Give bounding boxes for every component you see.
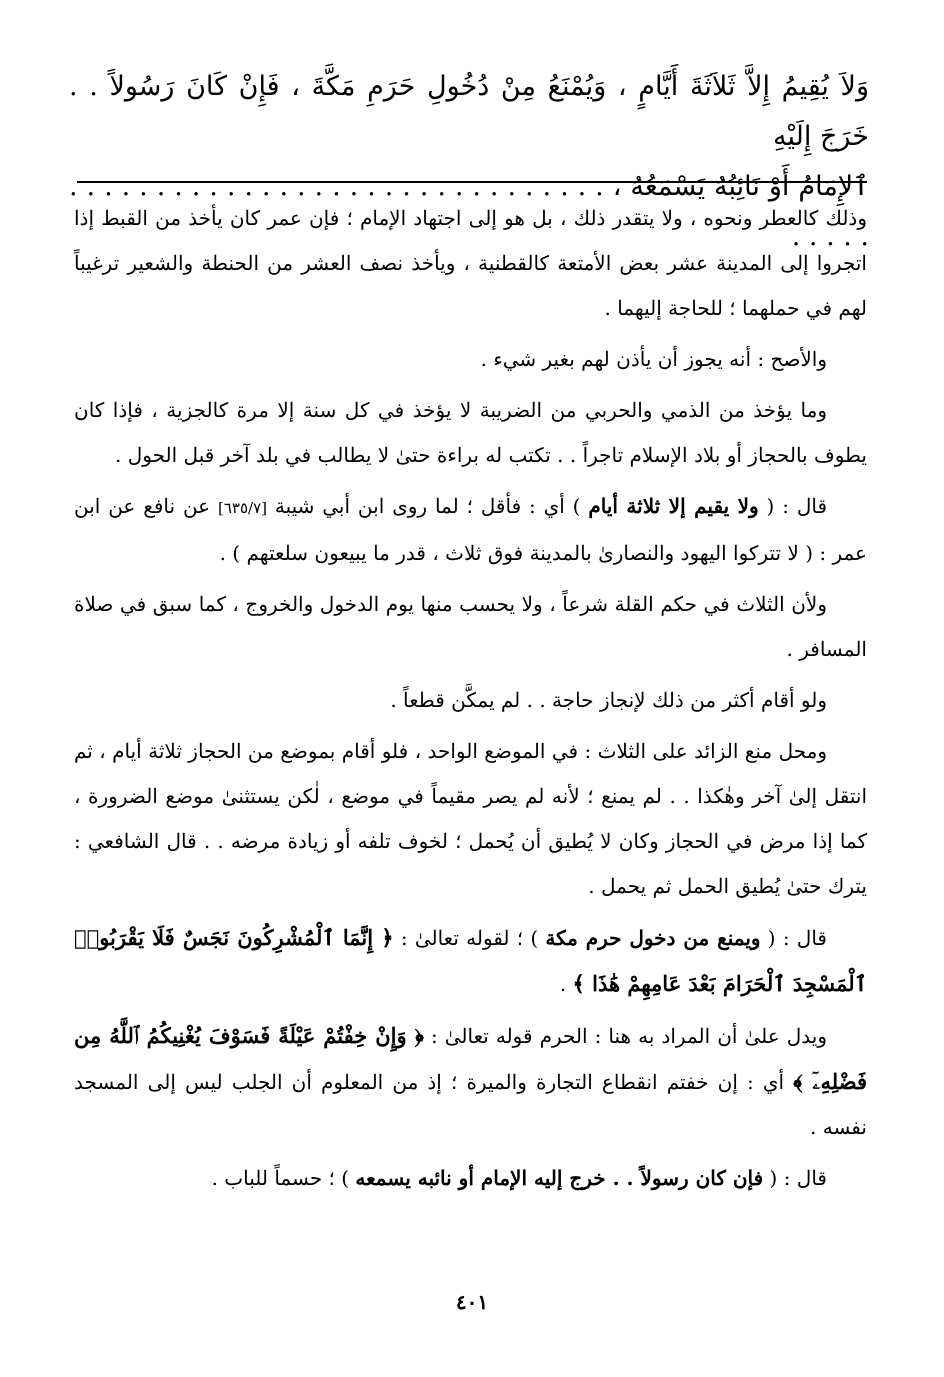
commentary-paragraph	[74, 1156, 867, 1201]
commentary-paragraph: وذلك كالعطر ونحوه ، ولا يتقدر ذلك ، بل هو إلى اجتهاد الإمام ؛ فإن عمر كان يأخذ من القبط إذا اتجروا إلى المدينة عشر بعض الأمتعة كالقطنية ، ويأخذ نصف العشر من الحنطة والشعير ترغيباً لهم في حملهما ؛ للحاجة إليهما .	[74, 206, 867, 320]
text-span: ويدل علىٰ أن المراد به هنا : الحرم قوله تعالىٰ :	[423, 1024, 827, 1048]
text-span: ) ؛ لقوله تعالىٰ :	[393, 926, 546, 950]
text-span: ) أي : فأقل ؛ لما روى ابن أبي شيبة	[266, 494, 589, 518]
commentary-paragraph: ولو أقام أكثر من ذلك لإنجاز حاجة . . لم يمكَّن قطعاً .	[390, 688, 827, 712]
text-span: قال : (	[763, 1166, 827, 1190]
text-span: .	[559, 972, 573, 996]
main-text-line: وَلاَ يُقِيمُ إِلاَّ ثَلاَثَةَ أَيَّامٍ ، وَيُمْنَعُ مِنْ دُخُولِ حَرَمِ مَكَّةَ ، فَإِنْ كَانَ رَسُولاً . . خَرَجَ إِلَيْهِ	[69, 71, 869, 152]
commentary-paragraph: ومحل منع الزائد على الثلاث : في الموضع الواحد ، فلو أقام بموضع من الحجاز ثلاثة أيام ، ثم انتقل إلىٰ آخر وهٰكذا . . لم يمنع ؛ لأنه لم يصر مقيماً في موضع ، لٰكن يستثنىٰ موضع الضرورة ، كما إذا مرض في الحجاز وكان لا يُطيق أن يُحمل ؛ لخوف تلفه أو زيادة مرضه . . قال الشافعي : يترك حتىٰ يُطيق الحمل ثم يحمل .	[74, 739, 867, 898]
commentary-paragraph: ولأن الثلاث في حكم القلة شرعاً ، ولا يحسب منها يوم الدخول والخروج ، كما سبق في صلاة المسافر .	[74, 592, 867, 661]
text-span: أي : إن خفتم انقطاع التجارة والميرة ؛ إذ من المعلوم أن الجلب ليس إلى المسجد نفسه .	[74, 1070, 867, 1139]
quran-verse: ﴿ إِنَّمَا ٱلْمُشْرِكُونَ نَجَسٌ فَلَا يَقْرَبُوا۟ ٱلْمَسْجِدَ ٱلْحَرَامَ بَعْدَ عَامِهِمْ هَٰذَا ﴾	[74, 925, 867, 996]
quoted-text: ولا يقيم إلا ثلاثة أيام	[588, 494, 759, 518]
quoted-text: ويمنع من دخول حرم مكة	[545, 926, 761, 950]
text-span: ) ؛ حسماً للباب .	[211, 1166, 356, 1190]
commentary-paragraph: وما يؤخذ من الذمي والحربي من الضريبة لا يؤخذ في كل سنة إلا مرة كالجزية ، فإذا كان يطوف بالحجاز أو بلاد الإسلام تاجراً . . تكتب له براءة حتىٰ لا يطالب في بلد آخر قبل الحول .	[74, 398, 867, 467]
citation-reference: [٦٣٥/٧]	[217, 499, 267, 517]
separator-line	[77, 181, 867, 183]
text-span: قال : (	[758, 494, 827, 518]
text-span: قال : (	[760, 926, 827, 950]
text-span: عن نافع عن ابن عمر : ( لا تتركوا اليهود والنصارىٰ بالمدينة فوق ثلاث ، قدر ما يبيعون سلعتهم ) .	[74, 494, 867, 565]
main-text-line: ٱلإِمَامُ أَوْ نَائِبُهُ يَسْمَعُهُ ، . . . . . . . . . . . . . . . . . . . . . . . . . . . . . . . . . . . .	[69, 171, 869, 252]
quoted-text: فإن كان رسولاً . . خرج إليه الإمام أو نائبه يسمعه	[355, 1166, 764, 1190]
commentary-paragraph: والأصح : أنه يجوز أن يأذن لهم بغير شيء .	[480, 347, 827, 371]
page-number: ٤٠١	[455, 1290, 489, 1314]
quran-verse: ﴿ وَإِنْ خِفْتُمْ عَيْلَةً فَسَوْفَ يُغْنِيكُمُ ٱللَّهُ مِن فَضْلِهِۦٓ ﴾	[74, 1023, 867, 1094]
commentary	[74, 196, 867, 1207]
commentary-paragraph	[74, 484, 867, 576]
commentary-paragraph	[74, 1013, 867, 1150]
commentary-paragraph	[74, 915, 867, 1007]
